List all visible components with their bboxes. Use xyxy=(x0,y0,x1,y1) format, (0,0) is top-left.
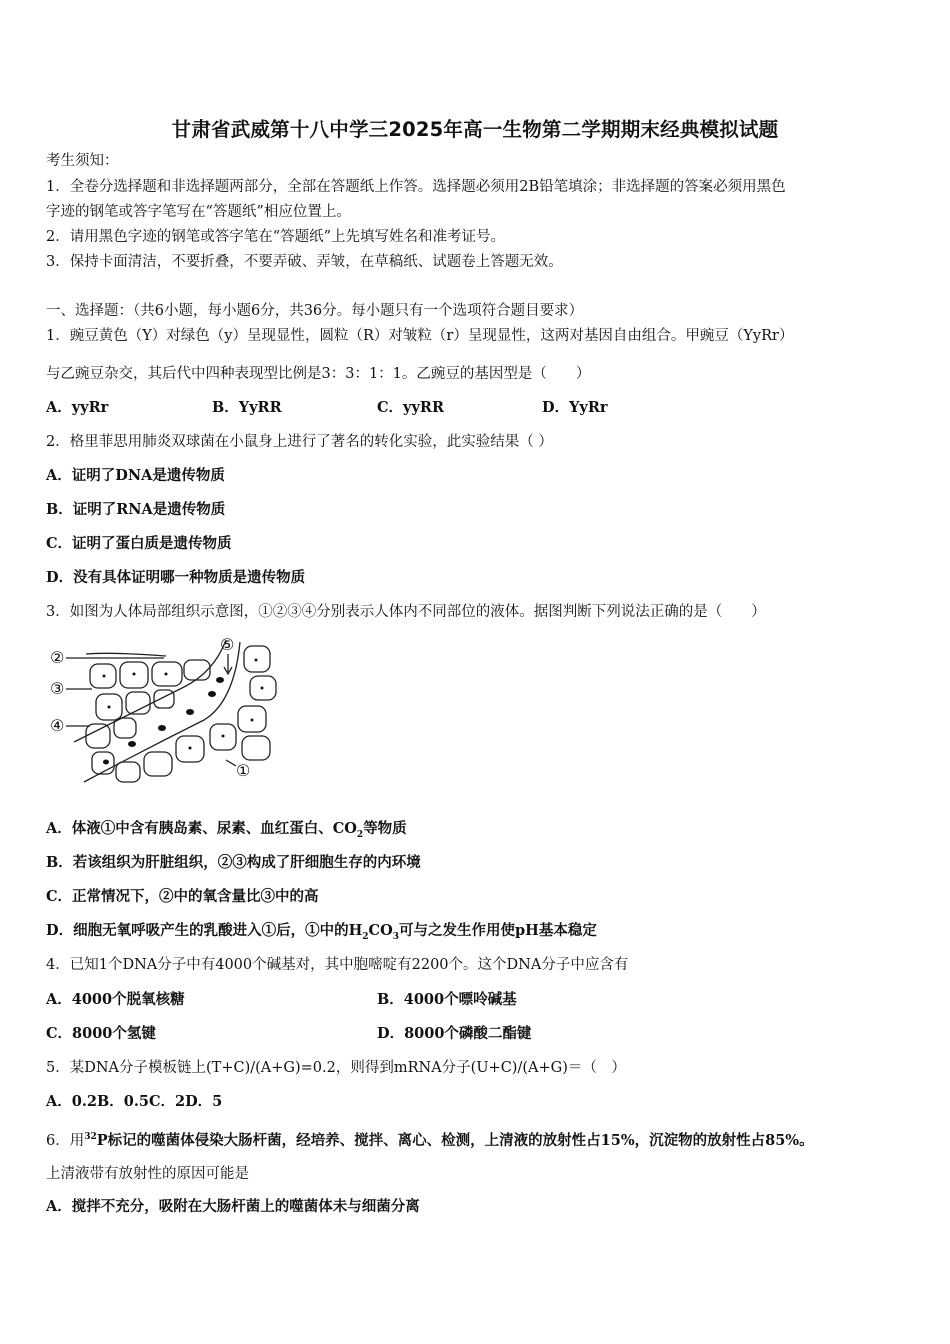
blood-cell xyxy=(186,709,194,715)
lymph-vessel-wall xyxy=(86,653,166,656)
q2-option-c: C．证明了蛋白质是遗传物质 xyxy=(46,535,232,552)
blood-cell xyxy=(208,691,216,697)
q6-stem-line2: 上清液带有放射性的原因可能是 xyxy=(46,1166,249,1182)
cell-nucleus xyxy=(108,706,111,709)
tissue-cell xyxy=(242,736,270,760)
q2-option-a: A．证明了DNA是遗传物质 xyxy=(46,467,225,484)
tissue-cell xyxy=(86,724,110,748)
label-1: ① xyxy=(236,761,251,780)
label-4: ④ xyxy=(50,716,65,735)
q5-options: A．0.2B．0.5C．2D．5 xyxy=(46,1093,223,1110)
tissue-diagram xyxy=(44,632,289,787)
notice-item-3: 3．保持卡面清洁，不要折叠，不要弄破、弄皱，在草稿纸、试题卷上答题无效。 xyxy=(46,254,563,270)
q6-option-a: A．搅拌不充分，吸附在大肠杆菌上的噬菌体未与细菌分离 xyxy=(46,1198,420,1215)
q3-stem: 3．如图为人体局部组织示意图，①②③④分别表示人体内不同部位的液体。据图判断下列说法正确的是（ ） xyxy=(46,604,766,620)
notice-heading: 考生须知： xyxy=(46,153,119,169)
q3-option-d-text-end: 可与之发生作用使pH基本稳定 xyxy=(398,922,597,939)
q3-option-a-subscript: 2 xyxy=(356,829,364,840)
q4-stem: 4．已知1个DNA分子中有4000个碱基对，其中胞嘧啶有2200个。这个DNA分子中应含有 xyxy=(46,957,629,973)
q1-option-c: C．yyRR xyxy=(377,399,444,416)
q3-option-d-text: D．细胞无氧呼吸产生的乳酸进入①后，①中的H xyxy=(46,922,363,939)
cell-nucleus xyxy=(261,687,264,690)
q1-option-b: B．YyRR xyxy=(212,399,282,416)
q1-stem-line1: 1．豌豆黄色（Y）对绿色（y）呈现显性，圆粒（R）对皱粒（r）呈现显性，这两对基因自由组合。甲豌豆（YyRr） xyxy=(46,328,794,344)
cell-nucleus xyxy=(251,719,254,722)
tissue-cell xyxy=(184,660,210,680)
q1-option-d: D．YyRr xyxy=(542,399,608,416)
q3-option-a-text: A．体液①中含有胰岛素、尿素、血红蛋白、CO xyxy=(46,820,357,837)
tissue-cell xyxy=(116,762,140,782)
label-2: ② xyxy=(50,648,65,667)
blood-cell xyxy=(158,725,166,731)
tissue-cell xyxy=(92,752,114,774)
q2-option-b: B．证明了RNA是遗传物质 xyxy=(46,501,226,518)
q4-option-b: B．4000个嘌呤碱基 xyxy=(377,991,517,1008)
cell-nucleus xyxy=(189,747,192,750)
blood-cell xyxy=(128,741,136,747)
label-5: ⑤ xyxy=(220,635,235,654)
tissue-cell xyxy=(154,690,174,708)
tissue-cell xyxy=(144,752,172,776)
cell-nucleus xyxy=(222,735,225,738)
section-heading: 一、选择题：（共6小题，每小题6分，共36分。每小题只有一个选项符合题目要求） xyxy=(46,303,584,319)
label-1-leader-line xyxy=(226,760,236,766)
q6-stem-line1 xyxy=(46,1127,814,1151)
q6-stem-text: P标记的噬菌体侵染大肠杆菌，经培养、搅拌、离心、检测，上清液的放射性占15%，沉淀物的放射性占85%。 xyxy=(96,1131,814,1149)
q3-option-d-text-mid: CO xyxy=(368,922,393,939)
q6-superscript: 32 xyxy=(84,1132,97,1142)
q1-option-a: A．yyRr xyxy=(46,399,109,416)
q3-option-a xyxy=(46,819,407,845)
q3-option-d-subscript-1: 2 xyxy=(362,931,369,942)
blood-cell xyxy=(216,677,224,683)
notice-item-1-cont: 字迹的钢笔或答字笔写在“答题纸”相应位置上。 xyxy=(46,204,351,220)
q6-stem-prefix: 6．用 xyxy=(46,1132,85,1149)
cell-nucleus xyxy=(165,673,168,676)
q3-option-c: C．正常情况下，②中的氧含量比③中的高 xyxy=(46,888,319,905)
q2-option-d: D．没有具体证明哪一种物质是遗传物质 xyxy=(46,569,306,586)
page-title: 甘肃省武威第十八中学三2025年高一生物第二学期期末经典模拟试题 xyxy=(171,118,779,141)
q3-option-d-subscript-2: 3 xyxy=(392,931,399,942)
notice-item-1: 1．全卷分选择题和非选择题两部分，全部在答题纸上作答。选择题必须用2B铅笔填涂；非选择题的答案必须用黑色 xyxy=(46,179,786,195)
q3-option-d xyxy=(46,921,597,947)
q5-stem: 5．某DNA分子模板链上(T+C)/(A+G)=0.2，则得到mRNA分子(U+C)/(A+G)＝（ ） xyxy=(46,1060,626,1076)
q3-option-b: B．若该组织为肝脏组织，②③构成了肝细胞生存的内环境 xyxy=(46,854,421,871)
notice-item-2: 2．请用黑色字迹的钢笔或答字笔在“答题纸”上先填写姓名和准考证号。 xyxy=(46,229,506,245)
q1-stem-line2: 与乙豌豆杂交，其后代中四种表现型比例是3：3：1：1。乙豌豆的基因型是（ ） xyxy=(46,366,591,382)
blood-cell xyxy=(103,760,109,765)
q3-option-a-text-end: 等物质 xyxy=(363,820,407,837)
cell-nucleus xyxy=(133,673,136,676)
cell-nucleus xyxy=(255,659,258,662)
cell-nucleus xyxy=(103,675,106,678)
q4-option-d: D．8000个磷酸二酯键 xyxy=(377,1025,532,1042)
q4-option-c: C．8000个氢键 xyxy=(46,1025,156,1042)
q2-stem: 2．格里菲思用肺炎双球菌在小鼠身上进行了著名的转化实验，此实验结果（ ） xyxy=(46,434,553,450)
label-3: ③ xyxy=(50,679,65,698)
q4-option-a: A．4000个脱氧核糖 xyxy=(46,991,185,1008)
